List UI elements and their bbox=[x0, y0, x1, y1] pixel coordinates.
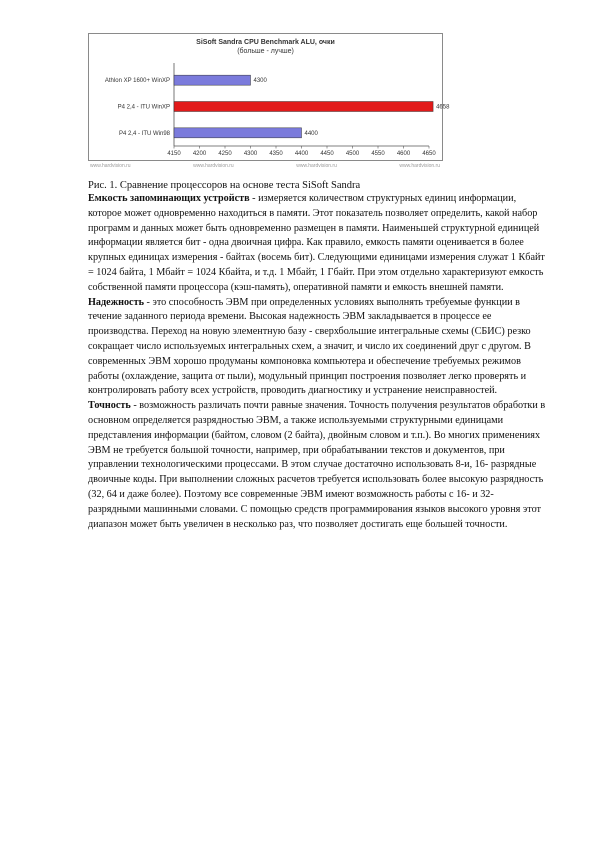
x-tick-label: 4300 bbox=[243, 151, 258, 157]
watermark-strip bbox=[90, 163, 440, 169]
paragraph-reliability bbox=[88, 296, 548, 400]
category-label: P4 2,4 - ITU Win98 bbox=[118, 130, 170, 137]
x-tick-label: 4350 bbox=[269, 151, 283, 157]
category-label: P4 2,4 - ITU WinXP bbox=[117, 104, 170, 111]
watermark-text: www.hardvision.ru bbox=[296, 163, 337, 169]
paragraph-text: - возможность различать почти равные значения. Точность получения результатов обработки в основном определяется разрядностью ЭВМ, а также используемыми структурными единицами представления информации (байтом, словом (2 байта), двойным словом и т.п.). Во многих применениях ЭВМ не требуется большой точности, например, при обрабатывании текстов и документов, при управлении технологическими процессами. В этом случае достаточно использовать 8-и, 16- разрядные двоичные коды. При выполнении сложных расчетов требуется использовать более высокую разрядность (32, 64 и даже более). Поэтому все современные ЭВМ имеют возможность работы с 16- и 32- разрядными машинными словами. С помощью средств программирования языков высокого уровня этот диапазон может быть увеличен в несколько раз, что позволяет достигать еще большей точности. bbox=[88, 400, 546, 530]
watermark-text: www.hardvision.ru bbox=[90, 163, 131, 169]
bar-1 bbox=[174, 75, 251, 85]
x-tick-label: 4250 bbox=[218, 151, 232, 157]
x-tick-label: 4450 bbox=[320, 151, 334, 157]
x-tick-label: 4650 bbox=[422, 151, 436, 157]
paragraph-precision bbox=[88, 399, 548, 532]
watermark-text: www.hardvision.ru bbox=[193, 163, 234, 169]
x-tick-label: 4200 bbox=[192, 151, 207, 157]
bar-value-label: 4658 bbox=[436, 104, 450, 111]
x-tick-label: 4600 bbox=[396, 151, 411, 157]
bar-2 bbox=[174, 102, 433, 112]
bar-3 bbox=[174, 128, 302, 138]
term-reliability: Надежность bbox=[88, 296, 144, 308]
paragraph-text: - это способность ЭВМ при определенных условиях выполнять требуемые функции в течение заданного периода времени. Высокая надежность ЭВМ закладывается в процессе ее производства. Переход на новую элементную базу - сверхбольшие интегральные схемы (СБИС) резко сокращает число используемых интегральных схем, а значит, и число их соединений друг с другом. В современных ЭВМ хорошо продуманы компоновка компьютера и обеспечение требуемых режимов работы (охлаждение, защита от пыли), модульный принцип построения позволяет легко проверять и контролировать работу всех устройств, проводить диагностику и устранение неисправностей. bbox=[88, 296, 531, 397]
chart-subtitle: (больше - лучше) bbox=[237, 48, 294, 55]
body-text bbox=[88, 192, 548, 532]
bar-value-label: 4400 bbox=[304, 130, 318, 137]
x-tick-label: 4400 bbox=[294, 151, 309, 157]
bar-chart bbox=[88, 33, 450, 161]
x-tick-label: 4150 bbox=[167, 151, 181, 157]
figure-caption: Рис. 1. Сравнение процессоров на основе теста SiSoft Sandra bbox=[88, 180, 361, 191]
term-memory-capacity: Емкость запоминающих устройств bbox=[88, 193, 250, 204]
bar-value-label: 4300 bbox=[253, 78, 267, 85]
paragraph-text: - измеряется количеством структурных единиц информации, которое может одновременно находиться в памяти. Этот показатель позволяет определить, какой набор программ и данных может быть одновременно размещен в памяти. Наименьшей структурной единицей информации является бит - одна двоичная цифра. Как правило, емкость памяти оценивается в более крупных единицах измерения - байтах (восемь бит). Следующими единицами измерения служат 1 Кбайт = 1024 байта, 1 Мбайт = 1024 Кбайта, и т.д. 1 Мбайт, 1 Гбайт. При этом отдельно характеризуют емкость собственной памяти процессора (кэш-память), оперативной памяти и емкость внешней памяти. bbox=[88, 193, 545, 293]
benchmark-figure bbox=[88, 33, 450, 173]
paragraph-memory-capacity bbox=[88, 192, 548, 296]
watermark-text: www.hardvision.ru bbox=[399, 163, 440, 169]
term-precision: Точность bbox=[88, 400, 131, 412]
x-tick-label: 4500 bbox=[345, 151, 360, 157]
category-label: Athlon XP 1600+ WinXP bbox=[104, 78, 170, 85]
x-tick-label: 4550 bbox=[371, 151, 385, 157]
chart-title: SiSoft Sandra CPU Benchmark ALU, очки bbox=[196, 39, 335, 46]
